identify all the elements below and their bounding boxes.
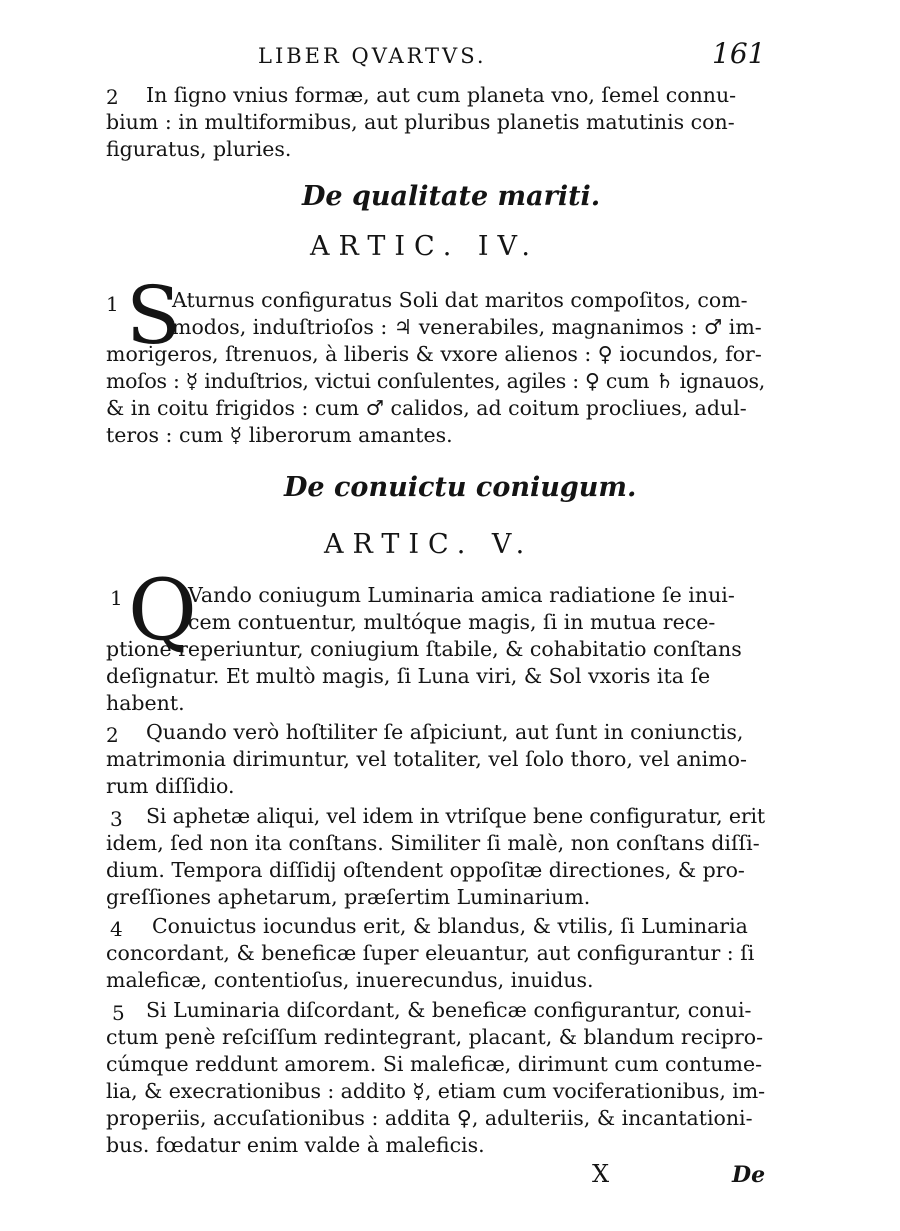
text-line: maleficæ, contentioſus, inuerecundus, inuidus. (106, 968, 594, 992)
text-line: modos, induſtrioſos : ♃ venerabiles, magnanimos : ♂ im- (172, 315, 762, 339)
text-line: Si aphetæ aliqui, vel idem in vtriſque bene configuratur, erit (146, 804, 766, 828)
section-title: De conuictu coniugum. (284, 472, 637, 503)
text-line: Si Luminaria diſcordant, & beneficæ configurantur, conui- (146, 998, 752, 1022)
drop-initial: Q (128, 561, 197, 659)
text-line: concordant, & beneficæ ſuper eleuantur, aut configurantur : ſi (106, 941, 755, 965)
section-title: De qualitate mariti. (302, 181, 601, 212)
text-line: Aturnus configuratus Soli dat maritos compoſitos, com- (172, 288, 748, 312)
text-line: teros : cum ☿ liberorum amantes. (106, 423, 453, 447)
text-line: ctum penè reſciſſum redintegrant, placant, & blandum recipro- (106, 1025, 764, 1049)
text-line: morigeros, ſtrenuos, à liberis & vxore alienos : ♀ iocundos, for- (106, 342, 762, 366)
text-line: habent. (106, 691, 185, 715)
signature-mark: X (592, 1160, 610, 1188)
paragraph-number: 2 (106, 723, 119, 747)
text-line: matrimonia dirimuntur, vel totaliter, vel ſolo thoro, vel animo- (106, 747, 747, 771)
text-line: In ſigno vnius formæ, aut cum planeta vno, ſemel connu- (146, 83, 737, 107)
catchword: De (732, 1162, 766, 1188)
text-line: deſignatur. Et multò magis, ſi Luna viri, & Sol vxoris ita ſe (106, 664, 711, 688)
text-line: bus. fœdatur enim valde à maleficis. (106, 1133, 485, 1157)
text-line: greſſiones aphetarum, præſertim Luminarium. (106, 885, 591, 909)
paragraph-number: 3 (110, 807, 123, 831)
text-line: rum diſſidio. (106, 774, 235, 798)
paragraph-number: 5 (112, 1001, 125, 1025)
text-line: figuratus, pluries. (106, 137, 292, 161)
text-line: Conuictus iocundus erit, & blandus, & vtilis, ſi Luminaria (152, 914, 748, 938)
text-line: cúmque reddunt amorem. Si maleficæ, dirimunt cum contume- (106, 1052, 762, 1076)
article-heading: ARTIC. IV. (310, 231, 539, 262)
running-title: LIBER QVARTVS. (258, 44, 487, 68)
text-line: & in coitu frigidos : cum ♂ calidos, ad coitum procliues, adul- (106, 396, 747, 420)
text-line: Quando verò hoſtiliter ſe aſpiciunt, aut ſunt in coniunctis, (146, 720, 744, 744)
paragraph-number: 1 (110, 586, 123, 610)
paragraph-number: 4 (110, 917, 123, 941)
paragraph-number: 2 (106, 85, 119, 109)
text-line: cem contuentur, multóque magis, ſi in mutua rece- (188, 610, 716, 634)
text-line: lia, & execrationibus : addito ☿, etiam cum vociferationibus, im- (106, 1079, 766, 1103)
text-line: idem, ſed non ita conſtans. Similiter ſi malè, non conſtans diſſi- (106, 831, 760, 855)
text-line: bium : in multiformibus, aut pluribus planetis matutinis con- (106, 110, 735, 134)
paragraph-number: 1 (106, 292, 119, 316)
text-line: dium. Tempora diſſidij oſtendent oppoſitæ directiones, & pro- (106, 858, 745, 882)
page-number: 161 (712, 37, 766, 70)
drop-initial: S (126, 269, 181, 362)
text-line: moſos : ☿ induſtrios, victui conſulentes, agiles : ♀ cum ♄ ignauos, (106, 369, 765, 393)
text-line: Vando coniugum Luminaria amica radiatione ſe inui- (188, 583, 735, 607)
text-line: properiis, accuſationibus : addita ♀, adulteriis, & incantationi- (106, 1106, 753, 1130)
text-line: ptione reperiuntur, coniugium ſtabile, & cohabitatio conſtans (106, 637, 742, 661)
article-heading: ARTIC. V. (324, 529, 534, 560)
